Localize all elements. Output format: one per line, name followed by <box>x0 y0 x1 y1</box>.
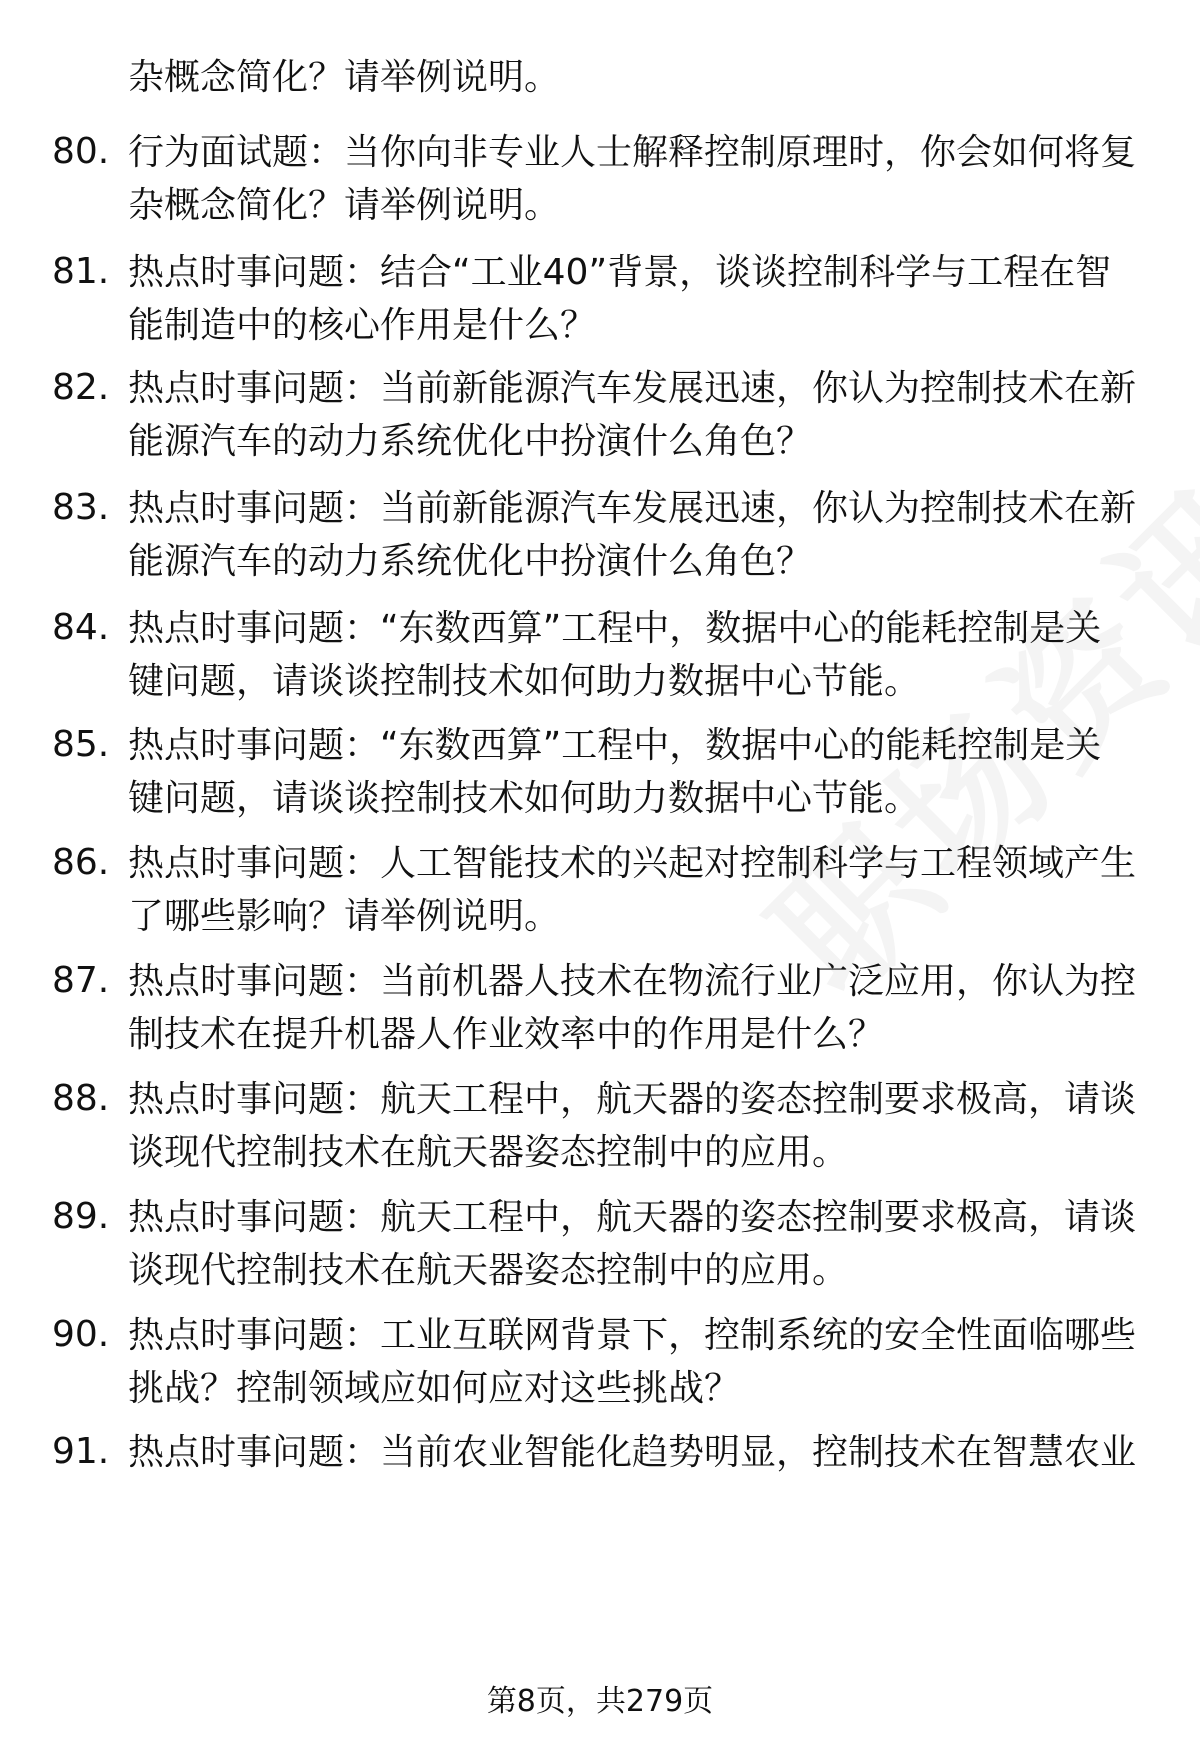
question-line: 热点时事问题：“东数西算”工程中，数据中心的能耗控制是关 <box>128 725 1102 766</box>
question-number: 84. <box>52 607 110 648</box>
question-text <box>128 837 1138 943</box>
question-line: 热点时事问题：当前新能源汽车发展迅速，你认为控制技术在新 <box>128 488 1137 529</box>
question-line: 键问题，请谈谈控制技术如何助力数据中心节能。 <box>128 661 921 702</box>
question-number: 81. <box>52 251 110 292</box>
question-text <box>128 719 1138 825</box>
question-line: 热点时事问题：航天工程中，航天器的姿态控制要求极高，请谈 <box>128 1079 1137 1120</box>
question-number: 86. <box>52 842 110 883</box>
question-line: 杂概念简化？请举例说明。 <box>128 185 561 226</box>
question-number: 90. <box>52 1314 110 1355</box>
question-line: 能源汽车的动力系统优化中扮演什么角色？ <box>128 541 813 582</box>
question-text <box>128 1073 1138 1179</box>
question-line: 热点时事问题：当前机器人技术在物流行业广泛应用，你认为控 <box>128 961 1137 1002</box>
question-text <box>128 1309 1138 1415</box>
question-line: 热点时事问题：航天工程中，航天器的姿态控制要求极高，请谈 <box>128 1197 1137 1238</box>
question-text <box>128 602 1138 708</box>
question-line: 热点时事问题：结合“工业40”背景，谈谈控制科学与工程在智 <box>128 252 1112 293</box>
question-text <box>128 955 1138 1061</box>
question-line: 制技术在提升机器人作业效率中的作用是什么？ <box>128 1014 885 1055</box>
question-text <box>128 1191 1138 1297</box>
page-footer: 第8页，共279页 <box>486 1684 714 1719</box>
question-line: 谈现代控制技术在航天器姿态控制中的应用。 <box>128 1132 849 1173</box>
question-line: 了哪些影响？请举例说明。 <box>128 896 561 937</box>
question-line: 谈现代控制技术在航天器姿态控制中的应用。 <box>128 1250 849 1291</box>
question-number: 82. <box>52 367 110 408</box>
question-text <box>128 246 1138 352</box>
question-line: 热点时事问题：人工智能技术的兴起对控制科学与工程领域产生 <box>128 843 1137 884</box>
question-number: 85. <box>52 724 110 765</box>
question-line: 热点时事问题：工业互联网背景下，控制系统的安全性面临哪些 <box>128 1315 1137 1356</box>
continuation-line: 杂概念简化？请举例说明。 <box>128 57 561 98</box>
question-number: 91. <box>52 1431 110 1472</box>
question-line: 挑战？控制领域应如何应对这些挑战？ <box>128 1368 741 1409</box>
question-line: 能制造中的核心作用是什么？ <box>128 305 597 346</box>
question-line: 能源汽车的动力系统优化中扮演什么角色？ <box>128 421 813 462</box>
question-line: 键问题，请谈谈控制技术如何助力数据中心节能。 <box>128 778 921 819</box>
question-line: 热点时事问题：“东数西算”工程中，数据中心的能耗控制是关 <box>128 608 1102 649</box>
question-number: 88. <box>52 1078 110 1119</box>
question-line: 热点时事问题：当前新能源汽车发展迅速，你认为控制技术在新 <box>128 368 1137 409</box>
question-text <box>128 362 1138 468</box>
question-number: 89. <box>52 1196 110 1237</box>
question-line: 热点时事问题：当前农业智能化趋势明显，控制技术在智慧农业 <box>128 1432 1137 1473</box>
question-number: 83. <box>52 487 110 528</box>
question-line: 行为面试题：当你向非专业人士解释控制原理时，你会如何将复 <box>128 132 1137 173</box>
question-text <box>128 482 1138 588</box>
question-text <box>128 1426 1138 1479</box>
question-text <box>128 126 1138 232</box>
question-number: 80. <box>52 131 110 172</box>
question-number: 87. <box>52 960 110 1001</box>
